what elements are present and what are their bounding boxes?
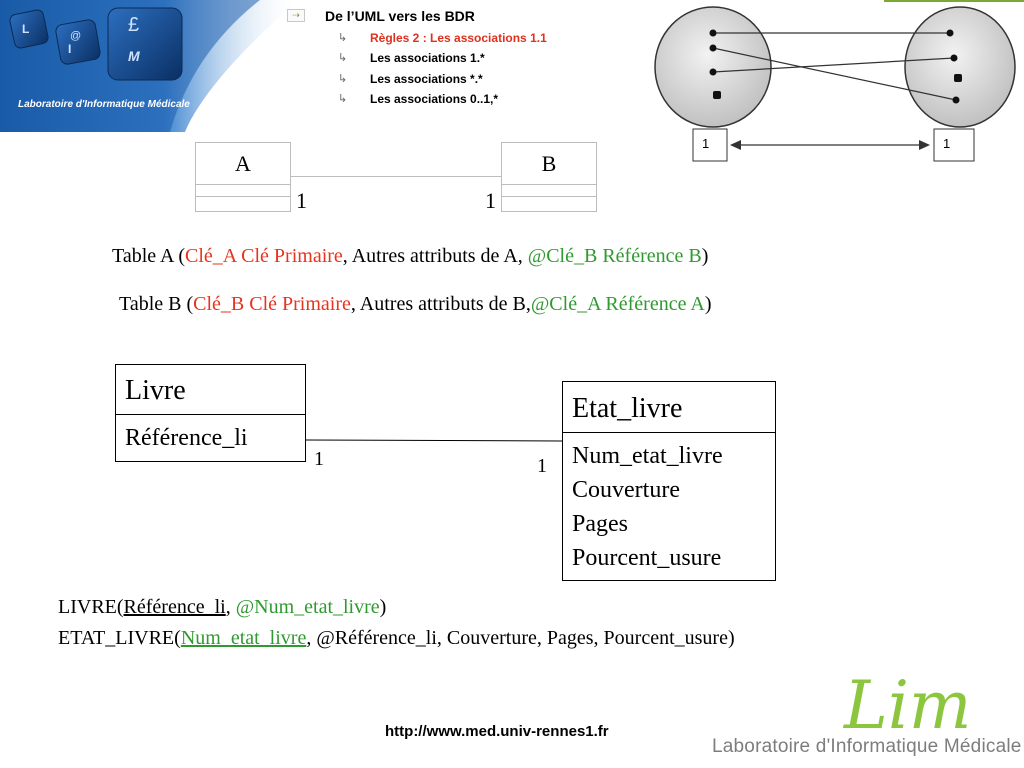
nav-heading[interactable]: De l’UML vers les BDR bbox=[325, 8, 475, 24]
table-a-suffix: ) bbox=[701, 245, 709, 267]
nav-bullet-icon: ↳ bbox=[338, 73, 348, 85]
table-b-suffix: ) bbox=[704, 293, 712, 315]
table-a-primary-key: Clé_A Clé Primaire bbox=[185, 245, 343, 267]
relation-etat-livre bbox=[58, 627, 735, 650]
key-label-i: I bbox=[68, 42, 72, 56]
relation-livre-prefix: LIVRE( bbox=[58, 596, 124, 618]
class-divider bbox=[502, 184, 596, 185]
right-card-box bbox=[934, 129, 974, 161]
relation-etat-key: Num_etat_livre bbox=[180, 627, 307, 649]
multiplicity-b: 1 bbox=[485, 188, 496, 213]
table-b-schema bbox=[119, 293, 711, 316]
livre-class-name: Livre bbox=[116, 365, 305, 415]
table-a-middle: , Autres attributs de A, bbox=[342, 245, 528, 267]
left-element-dot bbox=[710, 69, 717, 76]
arrowhead-left-icon bbox=[730, 140, 741, 150]
relation-etat-prefix: ETAT_LIVRE( bbox=[58, 627, 181, 649]
nav-bullet-icon: ↳ bbox=[338, 32, 348, 44]
left-element-dot bbox=[713, 91, 721, 99]
uml-class-etat-livre bbox=[562, 381, 776, 581]
table-b-middle: , Autres attributs de B, bbox=[350, 293, 531, 315]
table-a-prefix: Table A ( bbox=[112, 245, 186, 267]
banner-lab-name: Laboratoire d'Informatique Médicale bbox=[18, 99, 190, 110]
footer-url-link[interactable]: http://www.med.univ-rennes1.fr bbox=[385, 723, 609, 740]
left-element-dot bbox=[710, 30, 717, 37]
nav-item-associations-star-star[interactable]: Les associations *.* bbox=[370, 72, 483, 86]
key-label-m: M bbox=[128, 48, 140, 64]
relation-livre-key: Référence_li bbox=[123, 596, 226, 618]
right-element-dot bbox=[947, 30, 954, 37]
livre-attribute: Référence_li bbox=[125, 425, 248, 451]
nav-item-associations-1-1[interactable]: Règles 2 : Les associations 1.1 bbox=[370, 31, 547, 45]
table-b-primary-key: Clé_B Clé Primaire bbox=[193, 293, 351, 315]
multiplicity-livre: 1 bbox=[314, 448, 324, 470]
association-line-ab bbox=[291, 176, 501, 177]
table-a-schema bbox=[112, 245, 708, 268]
relation-livre-suffix: ) bbox=[379, 596, 387, 618]
key-label-l: L bbox=[22, 22, 30, 36]
uml-class-a bbox=[195, 142, 291, 212]
relation-etat-rest: , @Référence_li, Couverture, Pages, Pourcent_usure) bbox=[306, 627, 735, 649]
right-element-dot bbox=[954, 74, 962, 82]
left-element-dot bbox=[710, 45, 717, 52]
uml-class-livre bbox=[115, 364, 306, 462]
lim-logo bbox=[840, 668, 1020, 740]
lim-logo-wordmark: Lim bbox=[844, 668, 972, 740]
uml-class-b bbox=[501, 142, 597, 212]
key-symbol-pound: £ bbox=[128, 14, 140, 36]
arrowhead-right-icon bbox=[919, 140, 930, 150]
nav-item-associations-1-star[interactable]: Les associations 1.* bbox=[370, 51, 485, 65]
etat-attribute: Num_etat_livre bbox=[572, 443, 723, 469]
nav-bullet-icon: ↳ bbox=[338, 52, 348, 64]
right-set-ellipse bbox=[905, 7, 1015, 127]
etat-attribute: Pages bbox=[572, 511, 628, 537]
set-mapping-diagram bbox=[640, 0, 1024, 180]
left-cardinality-label: 1 bbox=[702, 136, 710, 151]
class-divider bbox=[196, 184, 290, 185]
relation-livre-foreign-key: @Num_etat_livre bbox=[235, 596, 380, 618]
right-cardinality-label: 1 bbox=[943, 136, 951, 151]
left-card-box bbox=[693, 129, 727, 161]
table-b-prefix: Table B ( bbox=[119, 293, 194, 315]
header-banner bbox=[0, 0, 300, 132]
nav-item-associations-0-1-star[interactable]: Les associations 0..1,* bbox=[370, 92, 499, 106]
nav-arrow-icon[interactable]: ⇢ bbox=[287, 9, 305, 22]
right-element-dot bbox=[951, 55, 958, 62]
key-symbol-at: @ bbox=[70, 30, 82, 42]
class-a-name: A bbox=[235, 151, 251, 176]
etat-attribute: Pourcent_usure bbox=[572, 545, 722, 571]
nav-bullet-icon: ↳ bbox=[338, 93, 348, 105]
logo-caption: Laboratoire d'Informatique Médicale bbox=[712, 736, 1022, 757]
etat-attribute: Couverture bbox=[572, 477, 680, 503]
multiplicity-etat: 1 bbox=[537, 455, 547, 477]
association-line-livre-etat bbox=[306, 430, 562, 432]
multiplicity-a: 1 bbox=[296, 188, 307, 213]
relation-livre bbox=[58, 596, 386, 619]
class-divider bbox=[502, 196, 596, 197]
left-set-ellipse bbox=[655, 7, 771, 127]
table-b-foreign-key: @Clé_A Référence A bbox=[530, 293, 705, 315]
relation-livre-sep: , bbox=[225, 596, 236, 618]
banner-graphic bbox=[0, 0, 300, 132]
etat-class-name: Etat_livre bbox=[563, 382, 775, 433]
class-divider bbox=[196, 196, 290, 197]
right-element-dot bbox=[953, 97, 960, 104]
class-b-name: B bbox=[541, 151, 557, 176]
table-a-foreign-key: @Clé_B Référence B bbox=[527, 245, 702, 267]
